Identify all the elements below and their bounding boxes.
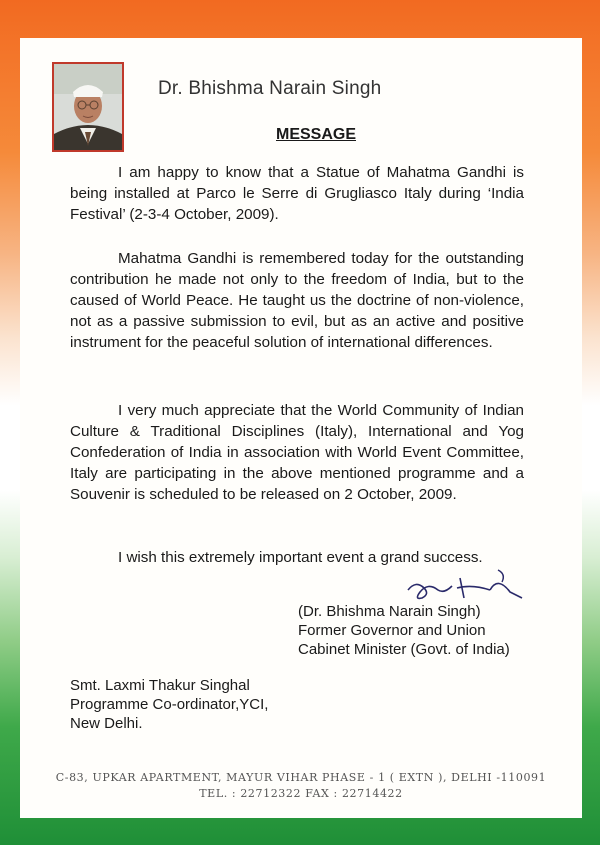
paragraph-1: I am happy to know that a Statue of Mahatma Gandhi is being installed at Parco le Serre di Grugliasco Italy during ‘India Festival’ (2-3-4 October, 2009). <box>70 164 524 223</box>
addressee-block <box>70 676 268 733</box>
paragraph-4: I wish this extremely important event a grand success. <box>118 549 483 566</box>
letter-sheet <box>20 38 582 818</box>
footer-address: C-83, UPKAR APARTMENT, MAYUR VIHAR PHASE - 1 ( EXTN ), DELHI -110091 <box>55 771 547 784</box>
addressee-name: Smt. Laxmi Thakur Singhal <box>70 677 250 694</box>
signatory-name: (Dr. Bhishma Narain Singh) <box>298 603 481 620</box>
addressee-role: Programme Co-ordinator,YCI, <box>70 696 269 713</box>
letterhead-name: Dr. Bhishma Narain Singh <box>158 78 382 99</box>
signatory-title-1: Former Governor and Union <box>298 622 486 639</box>
paragraph-2: Mahatma Gandhi is remembered today for the outstanding contribution he made not only to the freedom of India, but to the caused of World Peace. He taught us the doctrine of non-violence, not as a passive submission to evil, but as an active and positive instrument for the peaceful solution of international differences. <box>70 250 524 351</box>
letterhead-footer <box>20 770 582 802</box>
footer-contact: TEL. : 22712322 FAX : 22714422 <box>199 787 403 800</box>
signature-block <box>298 602 528 659</box>
addressee-city: New Delhi. <box>70 715 143 732</box>
message-heading: MESSAGE <box>275 126 356 143</box>
paragraph-3: I very much appreciate that the World Community of Indian Culture & Traditional Disciplines (Italy), International and Yog Confederation of India in association with World Event Committee, Italy are participating in the above mentioned programme and a Souvenir is scheduled to be released on 2 October, 2009. <box>70 402 524 503</box>
signatory-title-2: Cabinet Minister (Govt. of India) <box>298 641 510 658</box>
